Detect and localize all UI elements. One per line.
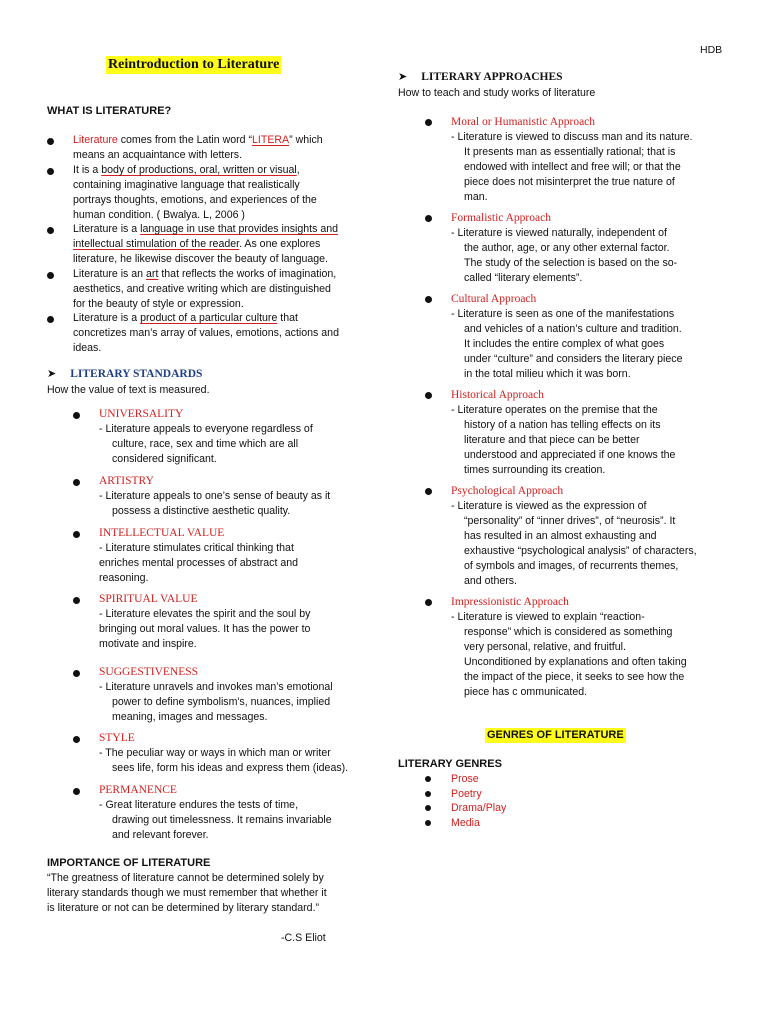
text-line: containing imaginative language that realistically [73,179,300,191]
standard-line: culture, race, sex and time which are all [112,438,299,450]
approach-line: piece does not misinterpret the true nature of [464,176,675,188]
quote-line: literary standards though we must remember that whether it [47,887,327,899]
standards-heading [47,367,202,382]
bullet-icon [73,479,80,486]
approach-line: and vehicles of a nation’s culture and tradition. [464,323,682,335]
standard-line: - Literature appeals to everyone regardless of [99,423,313,435]
standards-subtitle: How the value of text is measured. [47,384,210,396]
approach-line: - Literature is seen as one of the manifestations [451,308,675,320]
bullet-icon [425,215,432,222]
approach-line: Unconditioned by explanations and often taking [464,656,687,668]
approach-title: Cultural Approach [451,293,537,305]
text-span: that [277,312,298,324]
approach-line: in the total milieu which it was born. [464,368,631,380]
standard-line: drawing out timelessness. It remains invariable [112,814,332,826]
text-line: portrays thoughts, emotions, and experiences of the [73,194,317,206]
text-span: Literature is an [73,268,147,280]
bullet-icon [425,820,431,826]
bullet-icon [47,227,54,234]
underlined-phrase: body of productions, oral, written or visual [101,164,297,176]
standard-line: considered significant. [112,453,217,465]
approach-line: times surrounding its creation. [464,464,606,476]
standard-line: - Literature stimulates critical thinking that [99,542,294,554]
underlined-phrase: product of a particular culture [140,312,278,324]
approach-line: - Literature operates on the premise that the [451,404,658,416]
approach-line: It includes the entire complex of what goes [464,338,665,350]
bullet-icon [73,531,80,538]
approach-line: has resulted in an almost exhausting and [464,530,657,542]
bullet-icon [425,599,432,606]
bullet-icon [73,788,80,795]
approach-line: the author, age, or any other external factor. [464,242,670,254]
bullet-icon [47,168,54,175]
bullet-icon [73,736,80,743]
standard-line: - Literature elevates the spirit and the soul by [99,608,311,620]
approach-line: man. [464,191,488,203]
genre-label: Drama/Play [451,802,507,815]
text-line: aesthetics, and creative writing which are distinguished [73,283,331,295]
quote-line: “The greatness of literature cannot be determined solely by [47,872,324,884]
text-span: comes from the Latin word “ [117,134,253,146]
approach-line: and others. [464,575,518,587]
header-initials: HDB [700,44,723,56]
importance-quote [47,871,387,916]
standard-line: possess a distinctive aesthetic quality. [112,505,291,517]
approach-title: Formalistic Approach [451,212,551,224]
approach-line: under “culture” and considers the literary piece [464,353,683,365]
standard-title: SPIRITUAL VALUE [99,593,198,605]
underlined-phrase: art [146,268,159,280]
standard-line: - Great literature endures the tests of time, [99,799,299,811]
approach-line: response” which is considered as something [464,626,673,638]
genre-label: Media [451,817,480,830]
standard-line: bringing out moral values. It has the power to [99,623,311,635]
genre-label: Prose [451,773,479,785]
approach-line: exhaustive “psychological analysis” of characters, [464,545,697,557]
standard-line: - Literature appeals to one’s sense of beauty as it [99,490,331,502]
text-span: ” which [289,134,323,146]
approach-line: of symbols and images, of recurrents themes, [464,560,679,572]
standard-line: - Literature unravels and invokes man’s emotional [99,681,333,693]
bullet-icon [425,488,432,495]
bullet-icon [47,138,54,145]
standard-line: power to define symbolism's, nuances, implied [112,696,331,708]
bullet-icon [73,597,80,604]
standard-title: PERMANENCE [99,784,177,796]
text-line: concretizes man’s array of values, emotions, actions and [73,327,339,339]
genres-heading: GENRES OF LITERATURE [487,729,624,741]
bullet-icon [73,412,80,419]
standard-line: reasoning. [99,572,149,584]
text-span: , [296,164,300,176]
standard-line: and relevant forever. [112,829,209,841]
approach-line: It presents man as essentially rational; that is [464,146,676,158]
approach-line: literature and that piece can be better [464,434,640,446]
text-span: It is a [73,164,102,176]
page-title: Reintroduction to Literature [108,57,280,72]
approach-line: The study of the selection is based on the so- [464,257,678,269]
approach-line: “personality” of “inner drives”, of “neurosis”. It [464,515,676,527]
text-span: . As one explores [239,238,321,250]
genres-subheading: LITERARY GENRES [398,758,502,770]
bullet-icon [73,670,80,677]
standard-line: enriches mental processes of abstract and [99,557,299,569]
red-term: LITERA [252,134,290,146]
approach-line: understood and appreciated if one knows the [464,449,676,461]
standard-line: meaning, images and messages. [112,711,268,723]
standard-title: ARTISTRY [99,475,154,487]
underlined-phrase: intellectual stimulation of the reader [73,238,240,250]
standard-title: INTELLECTUAL VALUE [99,527,225,539]
text-line: ideas. [73,342,102,354]
text-line: human condition. ( Bwalya. L, 2006 ) [73,209,245,221]
approaches-subtitle: How to teach and study works of literature [398,87,596,99]
approach-line: - Literature is viewed to explain “reaction- [451,611,645,623]
what-is-heading: WHAT IS LITERATURE? [47,105,172,117]
standard-title: STYLE [99,732,135,744]
approach-title: Moral or Humanistic Approach [451,116,596,128]
approach-line: history of a nation has telling effects on its [464,419,661,431]
bullet-icon [425,776,431,782]
approaches-heading [398,70,563,85]
standards-title: LITERARY STANDARDS [70,368,203,380]
genre-label: Poetry [451,787,482,800]
standard-title: UNIVERSALITY [99,408,184,420]
bullet-icon [425,392,432,399]
quote-author: -C.S Eliot [281,932,326,944]
bullet-icon [425,296,432,303]
standard-line: motivate and inspire. [99,638,197,650]
quote-line: is literature or not can be determined by literary standard.” [47,902,320,914]
red-term: Literature [73,134,118,146]
importance-heading: IMPORTANCE OF LITERATURE [47,857,211,869]
text-span: Literature is a [73,312,141,324]
bullet-icon [425,791,431,797]
bullet-icon [425,805,431,811]
approach-line: - Literature is viewed as the expression of [451,500,647,512]
standard-line: sees life, form his ideas and express them (ideas). [112,762,349,774]
arrow-icon: ➤ [47,368,57,380]
standard-title: SUGGESTIVENESS [99,666,199,678]
approach-line: piece has c ommunicated. [464,686,588,698]
approach-title: Historical Approach [451,389,544,401]
approach-line: - Literature is viewed to discuss man and its nature. [451,131,693,143]
approach-line: very personal, relative, and fruitful. [464,641,626,653]
approach-line: - Literature is viewed naturally, independent of [451,227,667,239]
arrow-icon: ➤ [398,71,408,83]
text-span: that reflects the works of imagination, [158,268,337,280]
bullet-icon [47,272,54,279]
bullet-icon [47,316,54,323]
approaches-title: LITERARY APPROACHES [421,71,563,83]
approach-title: Impressionistic Approach [451,596,569,608]
approach-title: Psychological Approach [451,485,564,497]
text-span: Literature is a [73,223,141,235]
approach-line: called “literary elements”. [464,272,583,284]
text-line: for the beauty of style or expression. [73,298,244,310]
approach-line: the impact of the piece, it seeks to see how the [464,671,685,683]
text-line: means an acquaintance with letters. [73,149,243,161]
standard-line: - The peculiar way or ways in which man or writer [99,747,331,759]
approach-line: endowed with intellect and free will; or that the [464,161,681,173]
text-line: literature, he likewise discover the beauty of language. [73,253,328,265]
underlined-phrase: language in use that provides insights and [140,223,339,235]
bullet-icon [425,119,432,126]
